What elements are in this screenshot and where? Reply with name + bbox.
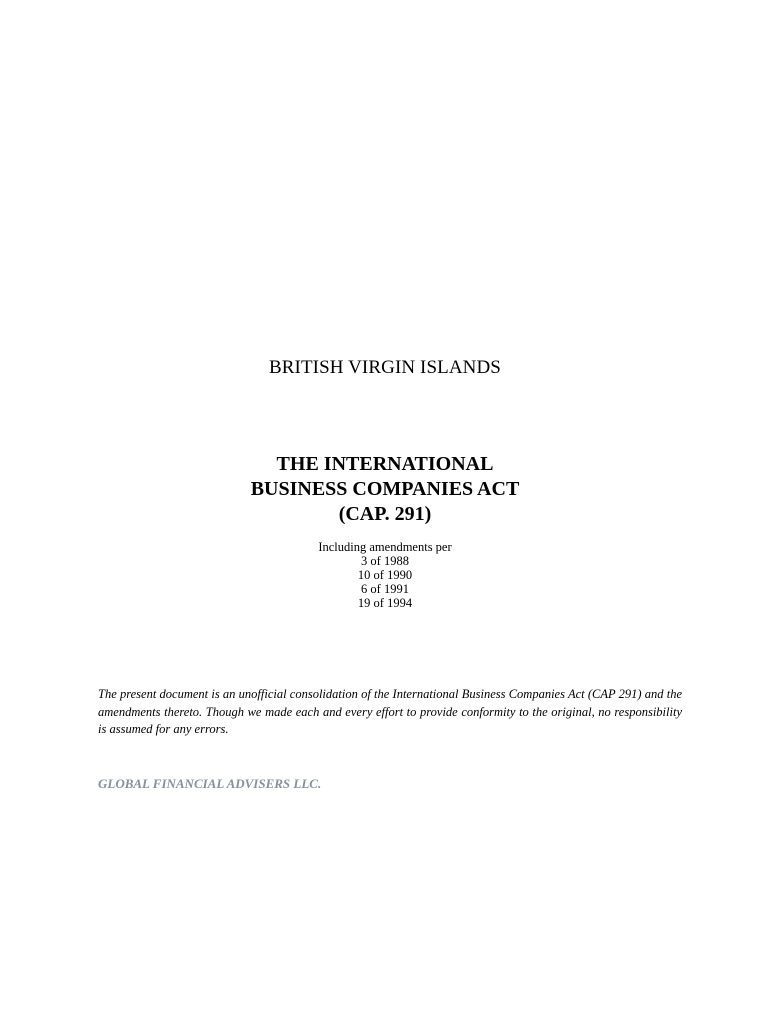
- amendment-item: 6 of 1991: [361, 582, 409, 596]
- act-title-line-3: (CAP. 291): [338, 503, 432, 525]
- firm-name: GLOBAL FINANCIAL ADVISERS LLC.: [98, 776, 322, 791]
- act-title-line-1: THE INTERNATIONAL: [276, 453, 494, 475]
- act-title-line-2: BUSINESS COMPANIES ACT: [250, 478, 520, 500]
- country-heading: BRITISH VIRGIN ISLANDS: [269, 357, 501, 378]
- amendment-item: 3 of 1988: [361, 554, 409, 568]
- act-title: [0, 452, 770, 527]
- disclaimer-paragraph: The present document is an unofficial consolidation of the International Business Companies Act (CAP 291) and the amendments thereto. Though we made each and every effort to provide conformity to the original, no responsibility is assumed for any errors.: [98, 687, 682, 736]
- amendments-heading: Including amendments per: [318, 540, 452, 554]
- amendments-block: [0, 540, 770, 610]
- amendment-item: 10 of 1990: [357, 568, 413, 582]
- amendment-item: 19 of 1994: [357, 596, 413, 610]
